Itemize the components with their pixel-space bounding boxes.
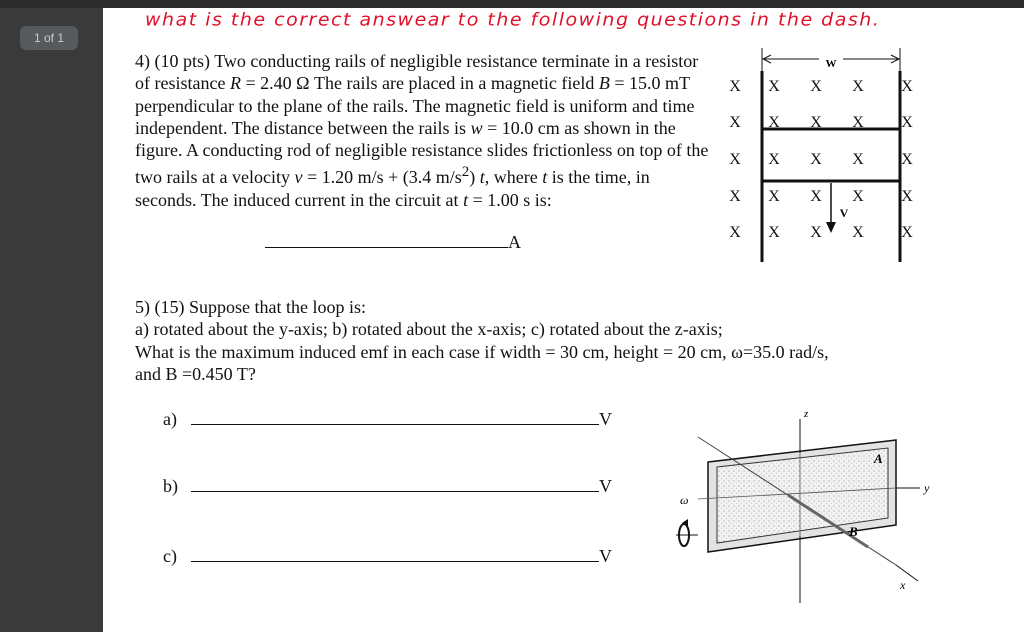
- field-x-mark: X: [729, 78, 741, 95]
- q4-points: (10 pts): [154, 51, 210, 71]
- field-x-mark: X: [810, 188, 822, 205]
- q5c-answer-blank[interactable]: c) V: [163, 543, 612, 567]
- field-x-mark: X: [810, 224, 822, 241]
- q4-answer-line[interactable]: [265, 230, 508, 248]
- field-x-mark: X: [810, 78, 822, 95]
- question-5-text: 5) (15) Suppose that the loop is: a) rotated about the y-axis; b) rotated about the x-axis; c) rotated about the z-axis; What is the maximum induced emf in each case if width = 30 cm, height = 20 cm, ω=35.0 rad/s, and B =0.450 T?: [135, 297, 829, 384]
- q4-number: 4): [135, 51, 150, 71]
- handwritten-instruction: what is the correct answear to the following questions in the dash.: [145, 9, 881, 31]
- rails-figure: [715, 40, 920, 265]
- field-x-mark: X: [768, 151, 780, 168]
- field-x-mark: X: [729, 224, 741, 241]
- field-x-mark: X: [768, 224, 780, 241]
- field-x-mark: X: [852, 78, 864, 95]
- q5c-answer-line[interactable]: [191, 543, 599, 562]
- x-axis-label: x: [900, 578, 906, 592]
- page-indicator: 1 of 1: [20, 26, 78, 50]
- rotating-loop-figure: [668, 405, 943, 610]
- viewer-top-strip: [0, 0, 1024, 8]
- magnetic-field-grid: [729, 78, 913, 241]
- field-x-mark: X: [852, 188, 864, 205]
- y-axis-label: y: [924, 481, 930, 495]
- field-x-mark: X: [852, 114, 864, 131]
- q5b-answer-line[interactable]: [191, 473, 599, 492]
- q5-points: (15): [154, 297, 185, 317]
- field-x-mark: X: [901, 78, 913, 95]
- field-x-mark: X: [901, 188, 913, 205]
- width-label: W: [825, 58, 837, 70]
- field-x-mark: X: [729, 188, 741, 205]
- omega-label: ω: [680, 493, 689, 507]
- q4-answer-unit: A: [508, 232, 521, 252]
- q4-answer-blank[interactable]: [265, 230, 521, 253]
- field-x-mark: X: [852, 151, 864, 168]
- field-label: B: [849, 524, 858, 539]
- q5-number: 5): [135, 297, 150, 317]
- field-x-mark: X: [768, 114, 780, 131]
- field-x-mark: X: [729, 151, 741, 168]
- field-x-mark: X: [852, 224, 864, 241]
- z-axis-label: z: [804, 408, 809, 420]
- field-x-mark: X: [810, 114, 822, 131]
- velocity-label: V: [839, 206, 849, 220]
- field-x-mark: X: [768, 188, 780, 205]
- q5a-answer-line[interactable]: [191, 406, 599, 425]
- field-x-mark: X: [901, 114, 913, 131]
- field-x-mark: X: [901, 151, 913, 168]
- area-label: A: [874, 451, 883, 466]
- question-4-text: 4) (10 pts) Two conducting rails of negligible resistance terminate in a resistor of resistance R = 2.40 Ω The rails are placed in a magnetic field B = 15.0 mT perpendicular to the plane of the rails. The magnetic field is uniform and time independent. The distance between the rails is w = 10.0 cm as shown in the figure. A conducting rod of negligible resistance slides frictionless on top of the two rails at a velocity v = 1.20 m/s + (3.4 $m/s^2$) t, where t is the time, in seconds. The induced current in the circuit at t = 1.00 s is:: [135, 51, 709, 210]
- field-x-mark: X: [768, 78, 780, 95]
- field-x-mark: X: [729, 114, 741, 131]
- field-x-mark: X: [810, 151, 822, 168]
- field-x-mark: X: [901, 224, 913, 241]
- q5b-answer-blank[interactable]: b) V: [163, 473, 612, 497]
- q5a-answer-blank[interactable]: a) V: [163, 406, 612, 430]
